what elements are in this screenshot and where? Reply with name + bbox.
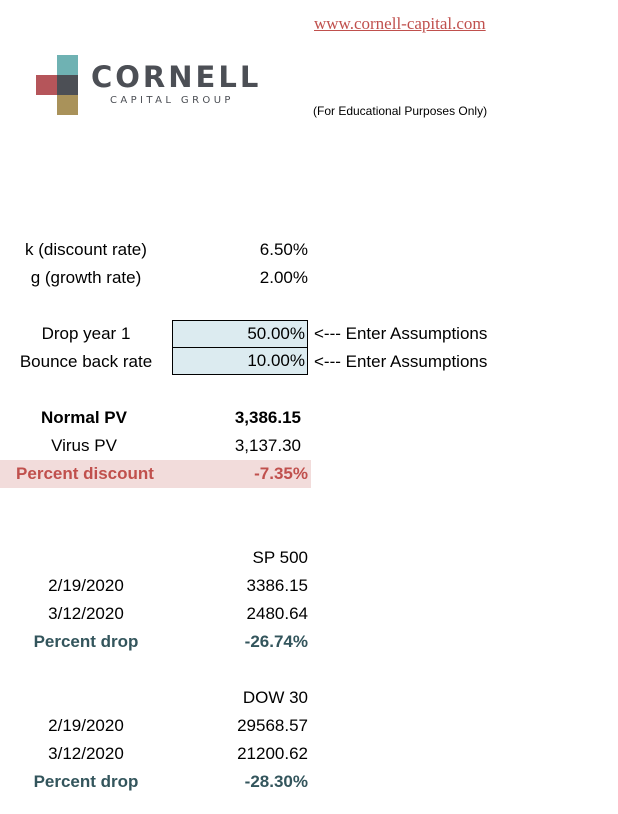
drop-year-1-input[interactable]: 50.00%: [172, 320, 308, 348]
growth-rate-value[interactable]: 2.00%: [259, 268, 308, 287]
sp500-date: 3/12/2020: [48, 604, 124, 623]
drop-year-1-note: <--- Enter Assumptions: [314, 324, 488, 343]
logo-gold-square: [57, 95, 78, 115]
dow30-title: DOW 30: [242, 688, 308, 707]
discount-rate-value[interactable]: 6.50%: [259, 240, 308, 259]
bounce-back-note: <--- Enter Assumptions: [314, 352, 488, 371]
company-logo-icon: [36, 55, 78, 115]
normal-pv-label: Normal PV: [41, 408, 127, 427]
logo-slate-square: [57, 75, 78, 95]
dow30-date: 3/12/2020: [48, 744, 124, 763]
bounce-back-label: Bounce back rate: [19, 352, 153, 371]
growth-rate-row: [0, 264, 618, 292]
sp500-title-row: [0, 544, 618, 572]
discount-rate-row: [0, 236, 618, 264]
sp500-value[interactable]: 3386.15: [246, 576, 308, 595]
dow30-value[interactable]: 29568.57: [237, 716, 308, 735]
sp500-drop-row: [0, 628, 618, 656]
sp500-drop-label: Percent drop: [33, 632, 139, 651]
sp500-row: [0, 572, 618, 600]
logo-red-square: [36, 75, 57, 95]
brand-subtitle: CAPITAL GROUP: [110, 95, 234, 106]
virus-pv-value[interactable]: 3,137.30: [234, 436, 301, 455]
brand-name: CORNELL: [91, 60, 262, 94]
dow30-drop-row: [0, 768, 618, 796]
percent-discount-label: Percent discount: [16, 464, 154, 483]
dow30-drop-value[interactable]: -28.30%: [244, 772, 308, 791]
dow30-date: 2/19/2020: [48, 716, 124, 735]
virus-pv-label: Virus PV: [51, 436, 117, 455]
sp500-date: 2/19/2020: [48, 576, 124, 595]
dow30-value[interactable]: 21200.62: [237, 744, 308, 763]
normal-pv-value[interactable]: 3,386.15: [234, 408, 301, 427]
sp500-row: [0, 600, 618, 628]
percent-discount-value[interactable]: -7.35%: [254, 464, 308, 483]
bounce-back-row: [0, 348, 618, 376]
drop-year-1-row: [0, 320, 618, 348]
dow30-row: [0, 740, 618, 768]
website-link[interactable]: www.cornell-capital.com: [314, 14, 486, 33]
drop-year-1-label: Drop year 1: [41, 324, 131, 343]
discount-rate-label: k (discount rate): [25, 240, 147, 259]
disclaimer-text: (For Educational Purposes Only): [313, 104, 488, 118]
sp500-value[interactable]: 2480.64: [246, 604, 308, 623]
growth-rate-label: g (growth rate): [30, 268, 142, 287]
sp500-title: SP 500: [252, 548, 308, 567]
dow30-title-row: [0, 684, 618, 712]
sp500-drop-value[interactable]: -26.74%: [244, 632, 308, 651]
dow30-drop-label: Percent drop: [33, 772, 139, 791]
dow30-row: [0, 712, 618, 740]
normal-pv-row: [0, 404, 618, 432]
percent-discount-row: [0, 460, 618, 488]
bounce-back-input[interactable]: 10.00%: [172, 347, 308, 375]
virus-pv-row: [0, 432, 618, 460]
logo-teal-square: [57, 55, 78, 75]
